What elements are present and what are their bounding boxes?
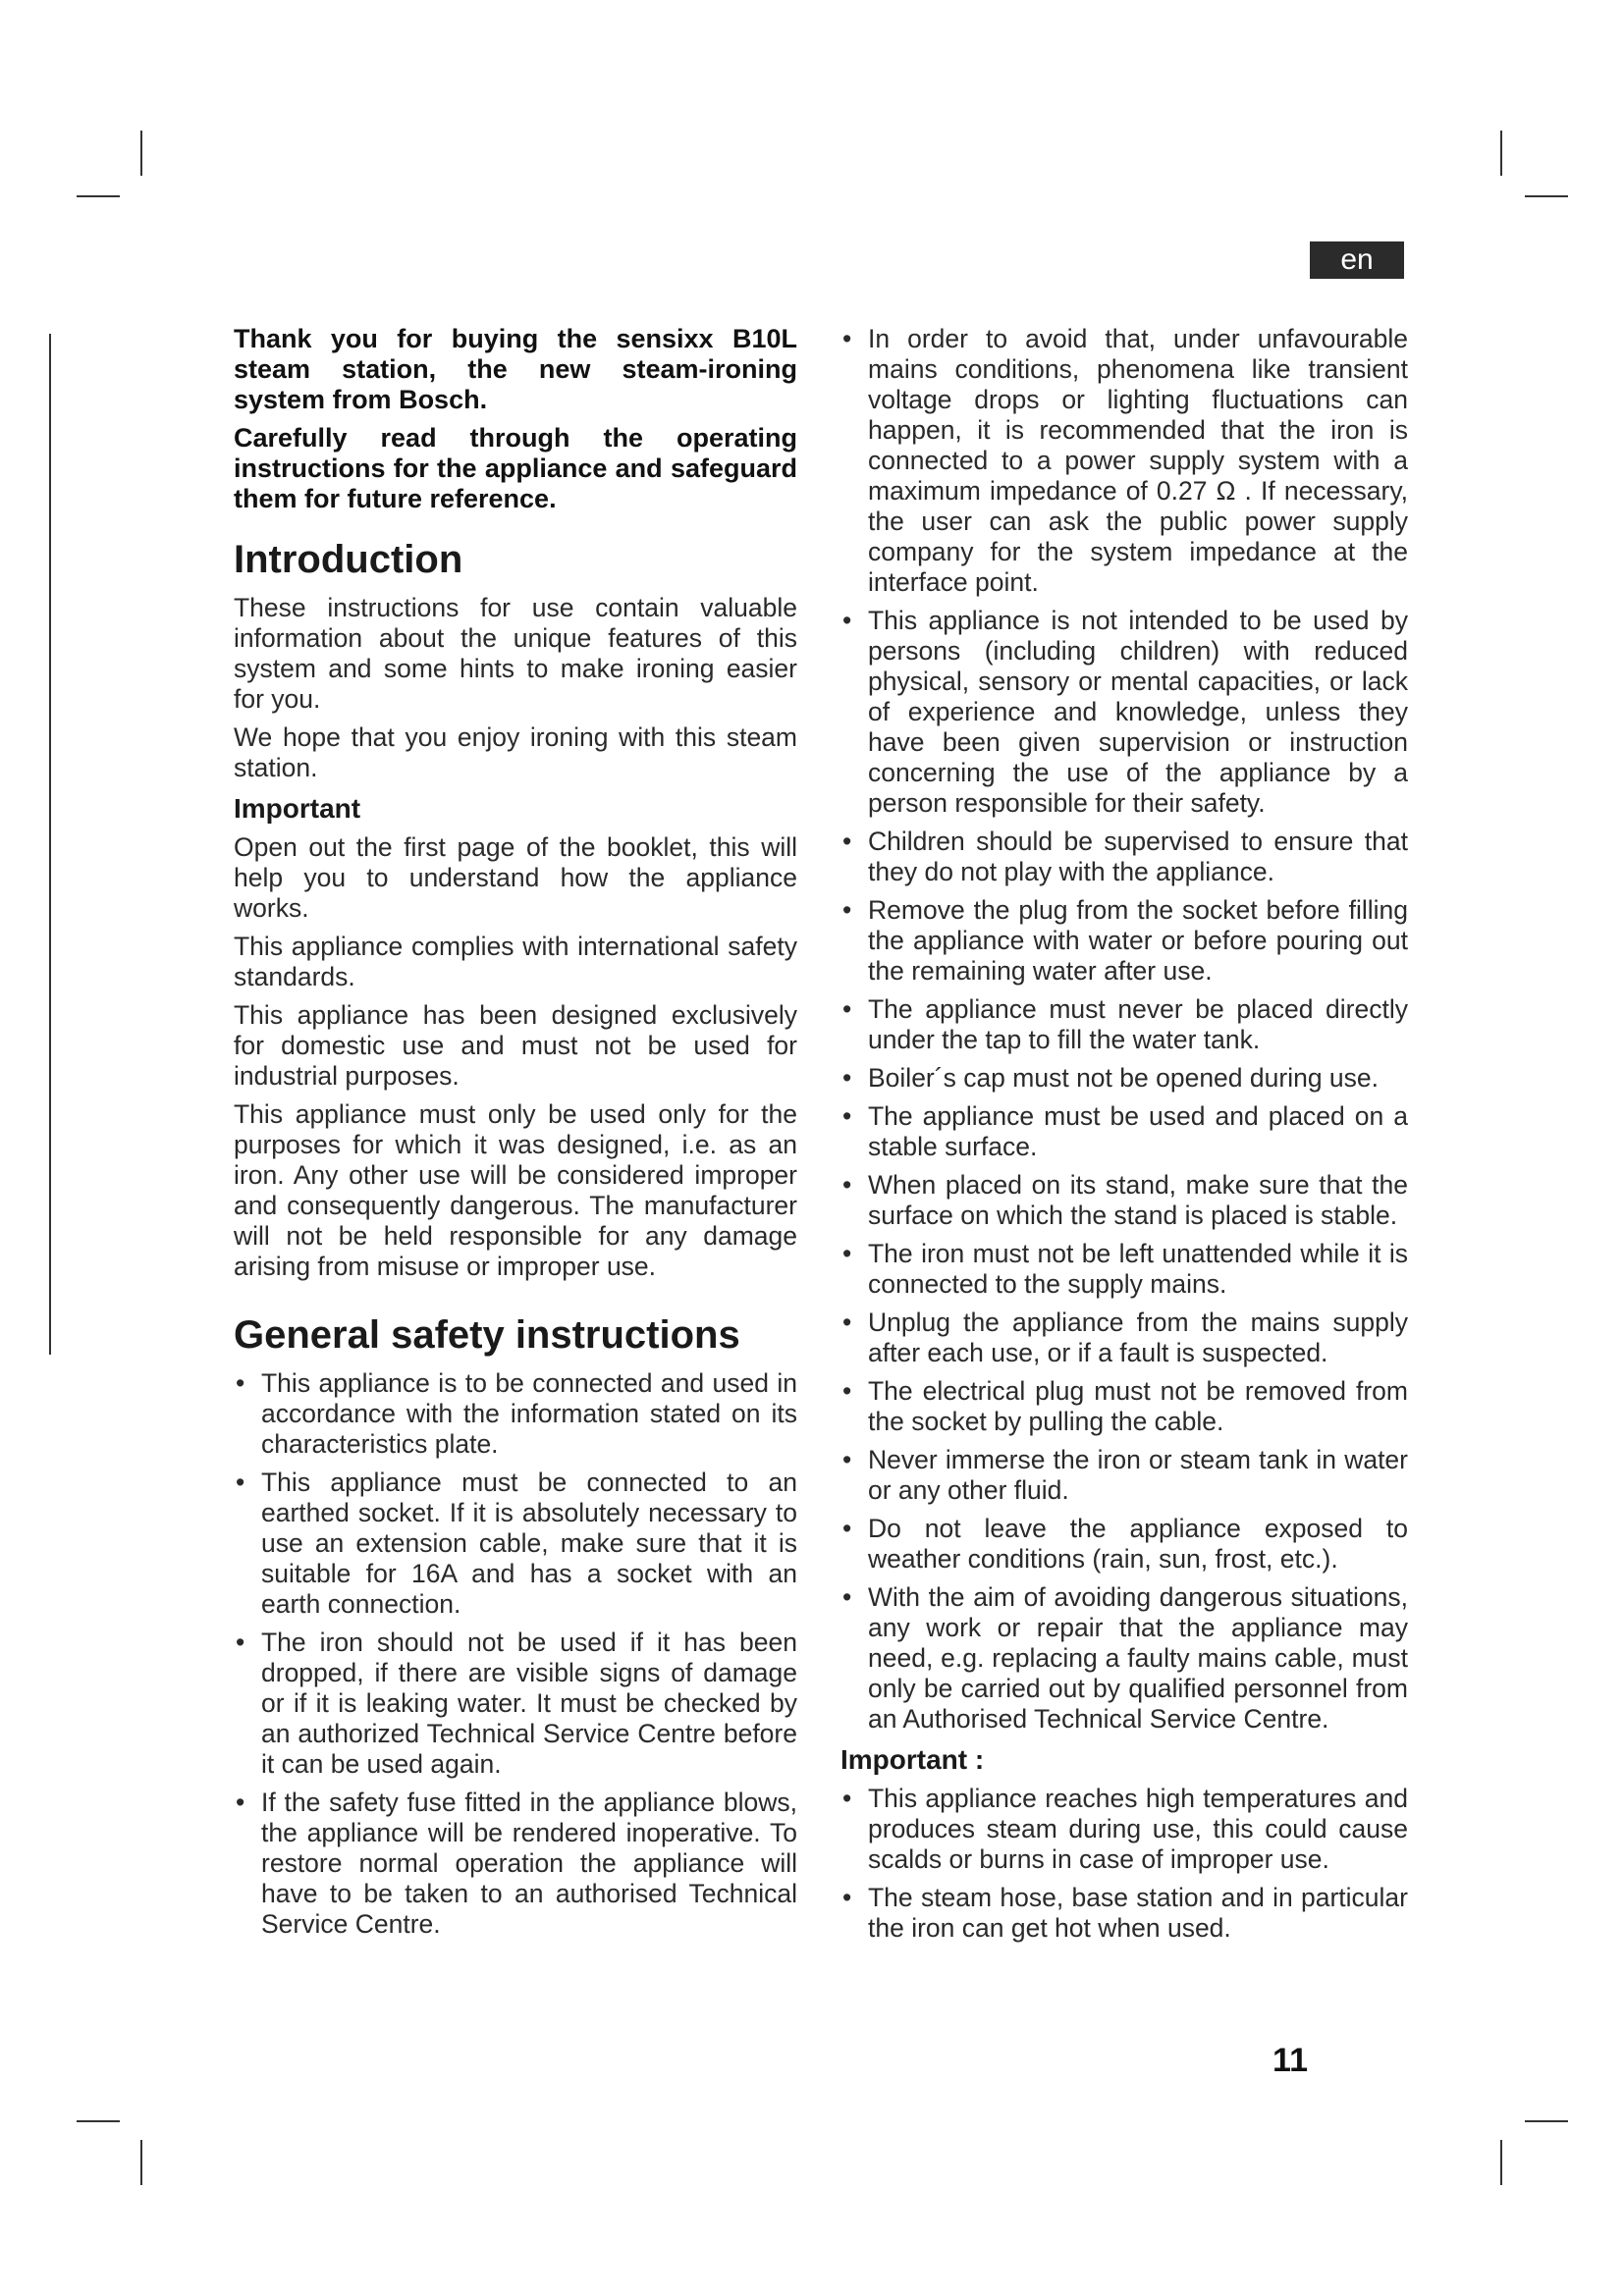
crop-mark-bottom-right-vertical [1500,2140,1502,2185]
safety-item: • Children should be supervised to ensure that they do not play with the appliance. [840,827,1408,887]
introduction-heading: Introduction [234,538,463,581]
crop-mark-top-left-vertical [140,131,142,176]
important-heading: Important [234,793,361,824]
safety-item: • The iron must not be left unattended while it is connected to the supply mains. [840,1239,1408,1300]
left-column [234,324,797,1948]
safety-item: • When placed on its stand, make sure that the surface on which the stand is placed is stable. [840,1170,1408,1231]
safety-item: • With the aim of avoiding dangerous situations, any work or repair that the appliance may need, e.g. replacing a faulty mains cable, must only be carried out by qualified personnel from an Authorised Technical Service Centre. [840,1582,1408,1735]
safety-item: • Do not leave the appliance exposed to weather conditions (rain, sun, frost, etc.). [840,1514,1408,1575]
safety-item: • Unplug the appliance from the mains supply after each use, or if a fault is suspected. [840,1308,1408,1368]
intro-paragraph: These instructions for use contain valuable information about the unique features of this system and some hints to make ironing easier for you. [234,593,797,714]
right-column [840,324,1408,1951]
crop-mark-bottom-left-vertical [140,2140,142,2185]
important-warning-heading: Important : [840,1744,985,1775]
important-paragraph: Open out the first page of the booklet, this will help you to understand how the appliance works. [234,832,797,923]
lead-paragraph: Carefully read through the operating instructions for the appliance and safeguard them for future reference. [234,423,797,513]
crop-mark-top-left-horizontal [77,195,120,197]
warning-item: • The steam hose, base station and in particular the iron can get hot when used. [840,1883,1408,1944]
safety-item: • The appliance must be used and placed on a stable surface. [840,1101,1408,1162]
safety-item: • This appliance is to be connected and used in accordance with the information stated on its characteristics plate. [234,1368,797,1460]
crop-mark-top-right-vertical [1500,131,1502,176]
side-margin-line [49,334,51,1355]
safety-item: • The appliance must never be placed directly under the tap to fill the water tank. [840,994,1408,1055]
safety-item: • The electrical plug must not be removed from the socket by pulling the cable. [840,1376,1408,1437]
safety-list [234,1368,797,1940]
safety-item: • In order to avoid that, under unfavourable mains conditions, phenomena like transient voltage drops or lighting fluctuations can happen, it is recommended that the iron is connected to a power supply system with a maximum impedance of 0.27 Ω . If necessary, the user can ask the public power supply company for the system impedance at the interface point. [840,324,1408,598]
crop-mark-top-right-horizontal [1525,195,1568,197]
language-badge: en [1310,241,1404,279]
crop-mark-bottom-left-horizontal [77,2120,120,2122]
safety-item: • This appliance is not intended to be used by persons (including children) with reduced physical, sensory or mental capacities, or lack of experience and knowledge, unless they have been given supervision or instruction concerning the use of the appliance by a person responsible for their safety. [840,606,1408,819]
general-safety-heading: General safety instructions [234,1313,740,1357]
safety-item: • Boiler´s cap must not be opened during use. [840,1063,1408,1094]
safety-item: • Never immerse the iron or steam tank in water or any other fluid. [840,1445,1408,1506]
safety-item: • Remove the plug from the socket before filling the appliance with water or before pouring out the remaining water after use. [840,895,1408,987]
intro-paragraph: We hope that you enjoy ironing with this steam station. [234,722,797,782]
safety-list-continued [840,324,1408,1735]
crop-mark-bottom-right-horizontal [1525,2120,1568,2122]
page-number: 11 [1272,2042,1308,2079]
safety-item: • The iron should not be used if it has been dropped, if there are visible signs of damage or if it is leaking water. It must be checked by an authorized Technical Service Centre before it can be used again. [234,1628,797,1780]
important-paragraph: This appliance complies with international safety standards. [234,932,797,991]
safety-item: • This appliance must be connected to an earthed socket. If it is absolutely necessary to use an extension cable, make sure that it is suitable for 16A and has a socket with an earth connection. [234,1468,797,1620]
important-paragraph: This appliance must only be used only for the purposes for which it was designed, i.e. as an iron. Any other use will be considered improper and consequently dangerous. The manufacturer will not be held responsible for any damage arising from misuse or improper use. [234,1099,797,1281]
important-paragraph: This appliance has been designed exclusively for domestic use and must not be used for industrial purposes. [234,1000,797,1091]
lead-paragraph: Thank you for buying the sensixx B10L steam station, the new steam-ironing system from Bosch. [234,324,797,414]
important-warning-list [840,1784,1408,1944]
safety-item: • If the safety fuse fitted in the appliance blows, the appliance will be rendered inoperative. To restore normal operation the appliance will have to be taken to an authorised Technical Service Centre. [234,1788,797,1940]
warning-item: • This appliance reaches high temperatures and produces steam during use, this could cause scalds or burns in case of improper use. [840,1784,1408,1875]
